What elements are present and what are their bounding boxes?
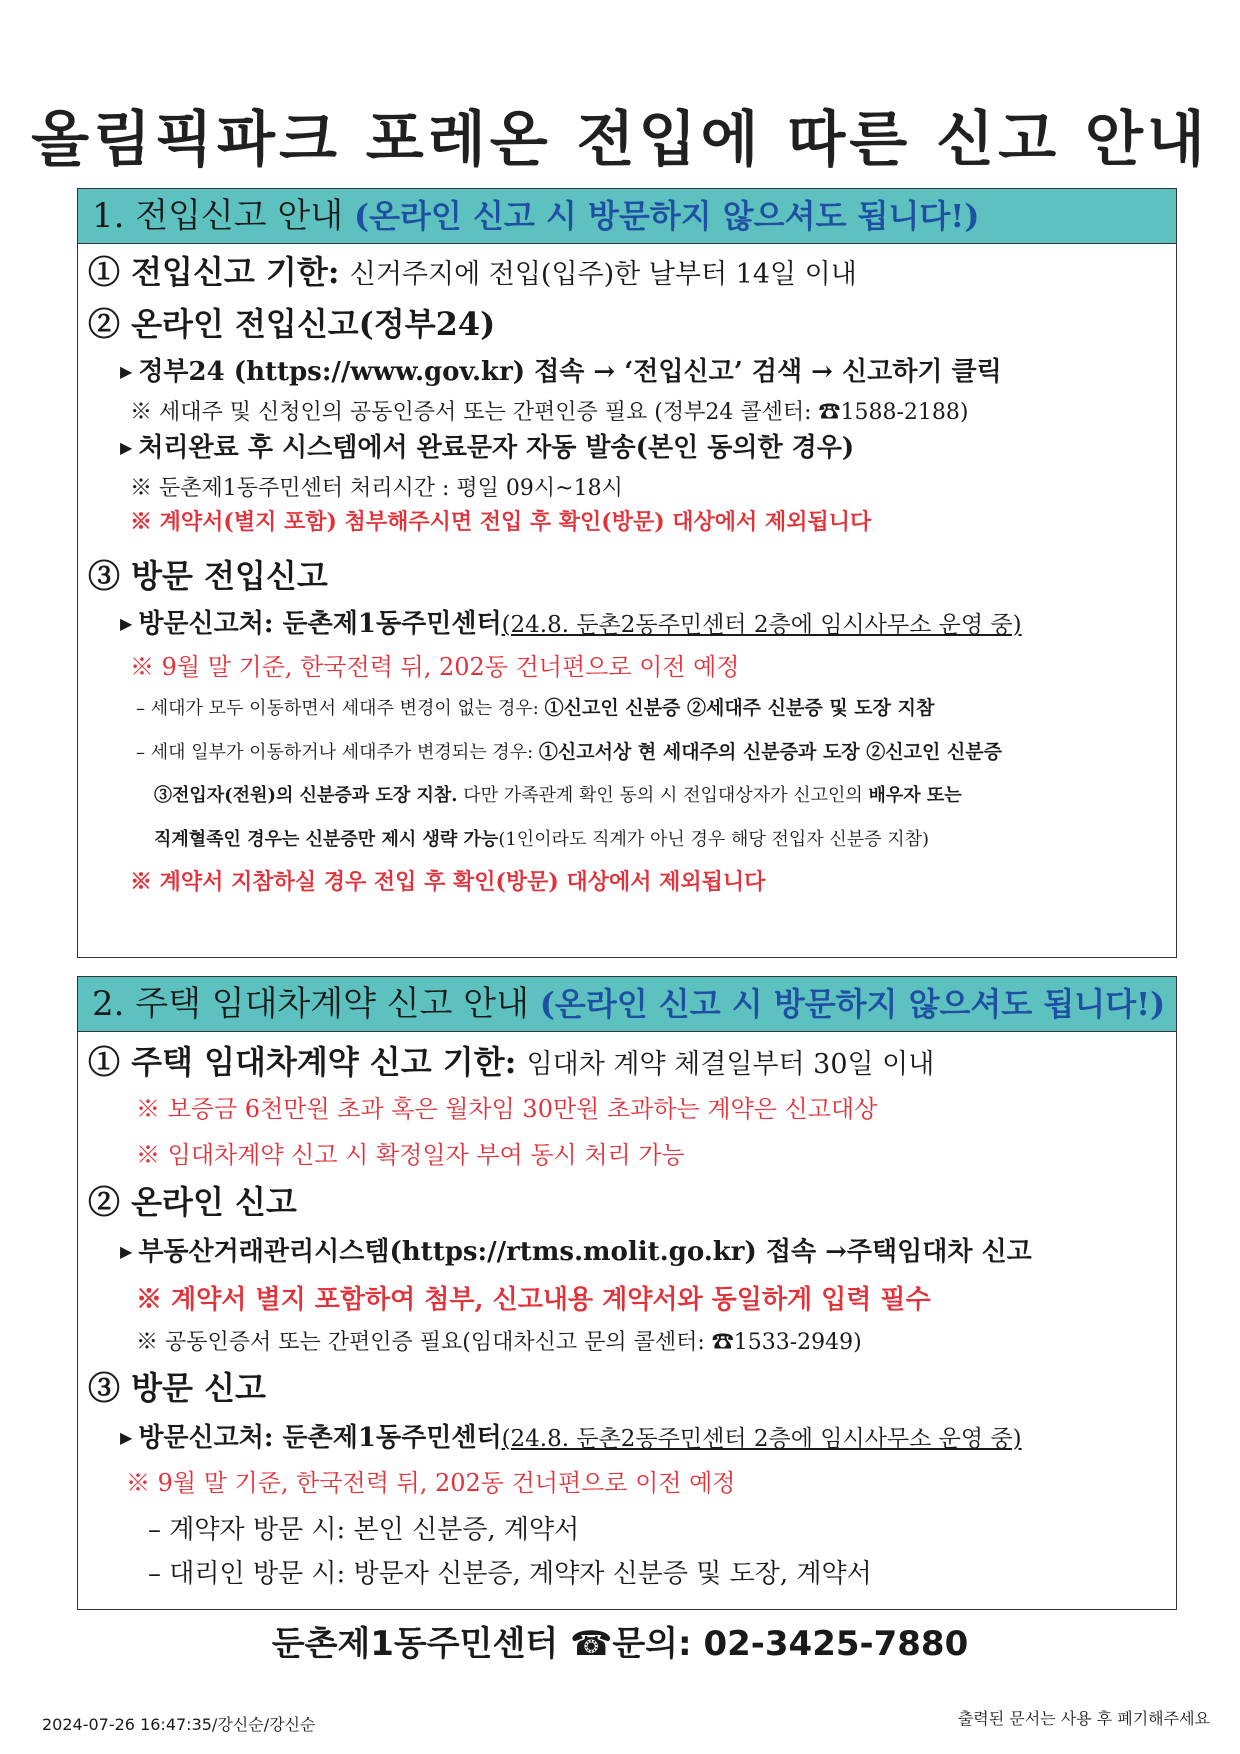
print-timestamp: 2024-07-26 16:47:35/강신순/강신순 (42, 1715, 316, 1734)
contact-footer: 둔촌제1동주민센터 ☎문의: 02-3425-7880 (271, 1624, 969, 1664)
movers-docs: ③전입자(전원)의 신분증과 도장 지참. (154, 785, 458, 806)
triangle-bullet-icon: ▶ (120, 438, 133, 457)
gov24-step (120, 351, 1002, 388)
lease-callcenter-note: ※ 공동인증서 또는 간편인증 필요(임대차신고 문의 콜센터: ☎1533-2949) (136, 1330, 862, 1355)
gov24-note: ※ 세대주 및 신청인의 공동인증서 또는 간편인증 필요 (정부24 콜센터: ☎1588-2188) (130, 400, 969, 425)
case-partial-move (136, 737, 1002, 764)
case-no-change-docs: ①신고인 신분증 ②세대주 신분증 및 도장 지참 (544, 697, 935, 719)
lineal-exemption-note: (1인이라도 직계가 아닌 경우 해당 전입자 신분증 지참) (498, 829, 930, 850)
triangle-bullet-icon: ▶ (120, 362, 133, 381)
lease-temp-office-note: (24.8. 둔촌2동주민센터 2층에 임시사무소 운영 중) (501, 1426, 1022, 1452)
lineal-exemption (154, 825, 929, 851)
lease-deadline-text: 임대차 계약 체결일부터 30일 이내 (526, 1049, 935, 1080)
page-title: 올림픽파크 포레온 전입에 따른 신고 안내 (31, 105, 1209, 175)
lease-deadline-label: ① 주택 임대차계약 신고 기한: (88, 1043, 517, 1081)
triangle-bullet-icon: ▶ (120, 1242, 133, 1261)
contract-exemption-note: ※ 계약서(별지 포함) 첨부해주시면 전입 후 확인(방문) 대상에서 제외됩니다 (130, 509, 872, 535)
lineal-exemption-text: 직계혈족인 경우는 신분증만 제시 생략 가능 (154, 829, 499, 850)
visit-report-heading: ③ 방문 전입신고 (88, 557, 328, 595)
triangle-bullet-icon: ▶ (120, 614, 133, 633)
rtms-step (120, 1231, 1032, 1268)
lease-visit-location (120, 1417, 1022, 1454)
case-partial-move-text: – 세대 일부가 이동하거나 세대주가 변경되는 경우: (136, 742, 534, 763)
disposal-note: 출력된 문서는 사용 후 폐기해주세요 (957, 1709, 1210, 1728)
visit-location (120, 603, 1022, 640)
section-online-note: (온라인 신고 시 방문하지 않으셔도 됩니다!) (539, 985, 1166, 1023)
spouse-text: 배우자 또는 (868, 785, 962, 806)
case-no-change-text: – 세대가 모두 이동하면서 세대주 변경이 없는 경우: (136, 698, 539, 719)
section-moving-in-report (77, 188, 1177, 958)
section-title: 1. 전입신고 안내 (92, 196, 344, 236)
family-consent-text: 다만 가족관계 확인 동의 시 전입대상자가 신고인의 (463, 785, 863, 806)
lease-deadline-line (88, 1037, 934, 1083)
lease-relocation-note: ※ 9월 말 기준, 한국전력 뒤, 202동 건너편으로 이전 예정 (126, 1469, 736, 1497)
section-online-note: (온라인 신고 시 방문하지 않으셔도 됩니다!) (353, 197, 980, 235)
visit-contract-note: ※ 계약서 지참하실 경우 전입 후 확인(방문) 대상에서 제외됩니다 (130, 869, 766, 895)
contractor-visit: – 계약자 방문 시: 본인 신분증, 계약서 (148, 1515, 580, 1545)
lease-online-heading: ② 온라인 신고 (88, 1183, 297, 1221)
lease-visit-heading: ③ 방문 신고 (88, 1369, 266, 1407)
case-partial-move-cont (154, 781, 962, 807)
deadline-line (88, 247, 857, 293)
section-lease-report (77, 976, 1177, 1610)
fixed-date-note: ※ 임대차계약 신고 시 확정일자 부여 동시 처리 가능 (136, 1141, 685, 1169)
lease-threshold-note: ※ 보증금 6천만원 초과 혹은 월차임 30만원 초과하는 계약은 신고대상 (136, 1095, 878, 1123)
online-report-heading: ② 온라인 전입신고(정부24) (88, 305, 496, 343)
temp-office-note: (24.8. 둔촌2동주민센터 2층에 임시사무소 운영 중) (501, 612, 1022, 638)
case-no-change (136, 693, 934, 720)
visit-location-text: 방문신고처: 둔촌제1동주민센터 (138, 609, 502, 639)
triangle-bullet-icon: ▶ (120, 1428, 133, 1447)
section-header (78, 189, 1176, 244)
relocation-note: ※ 9월 말 기준, 한국전력 뒤, 202동 건너편으로 이전 예정 (130, 653, 740, 681)
case-partial-move-docs: ①신고서상 현 세대주의 신분증과 도장 ②신고인 신분증 (538, 741, 1003, 763)
section-header (78, 977, 1176, 1032)
lease-visit-location-text: 방문신고처: 둔촌제1동주민센터 (138, 1423, 502, 1453)
agent-visit: – 대리인 방문 시: 방문자 신분증, 계약자 신분증 및 도장, 계약서 (148, 1559, 872, 1589)
rtms-step-text: 부동산거래관리시스템(https://rtms.molit.go.kr) 접속 →주택임대차 신고 (138, 1237, 1032, 1267)
completion-sms (120, 427, 854, 464)
office-hours-note: ※ 둔촌제1동주민센터 처리시간 : 평일 09시~18시 (130, 476, 623, 501)
gov24-step-text: 정부24 (https://www.gov.kr) 접속 → ‘전입신고’ 검색 → 신고하기 클릭 (138, 357, 1002, 387)
completion-sms-text: 처리완료 후 시스템에서 완료문자 자동 발송(본인 동의한 경우) (138, 433, 855, 463)
attach-contract-note: ※ 계약서 별지 포함하여 첨부, 신고내용 계약서와 동일하게 입력 필수 (136, 1285, 931, 1315)
deadline-label: ① 전입신고 기한: (88, 253, 340, 291)
deadline-text: 신거주지에 전입(입주)한 날부터 14일 이내 (349, 259, 857, 290)
section-title: 2. 주택 임대차계약 신고 안내 (92, 984, 529, 1024)
